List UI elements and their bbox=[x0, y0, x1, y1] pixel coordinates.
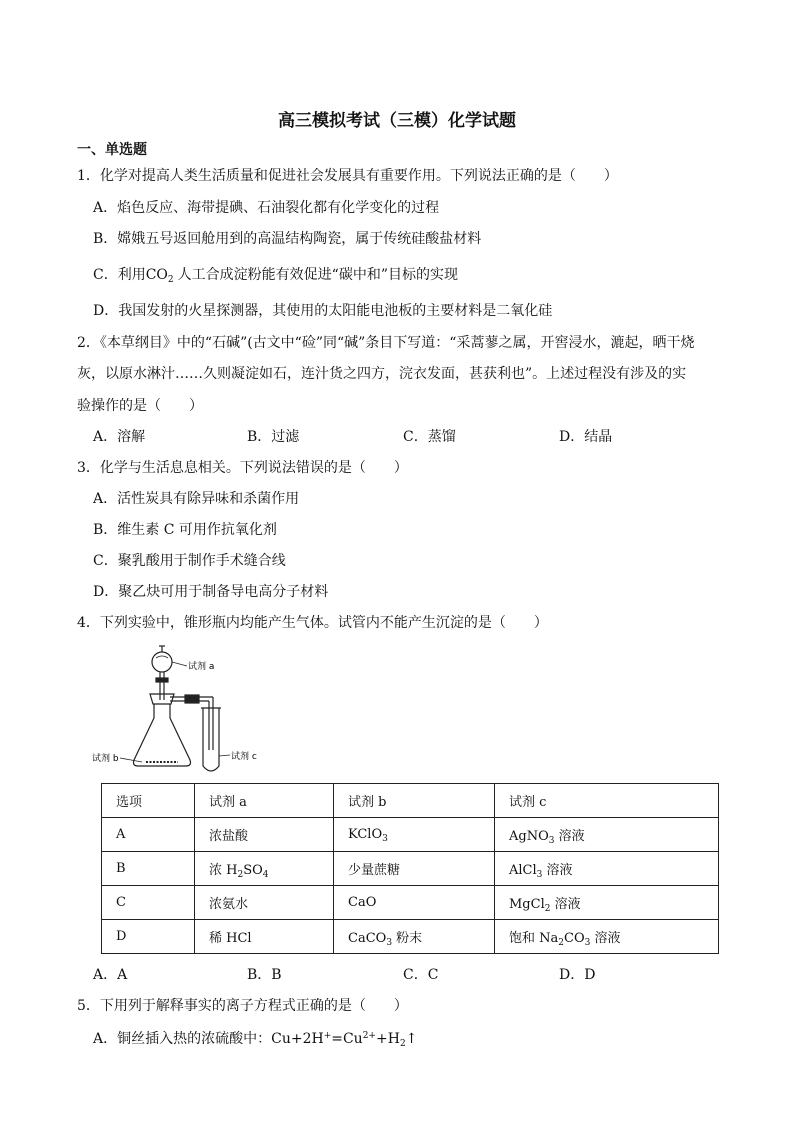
question-1-stem: 1．化学对提高人类生活质量和促进社会发展具有重要作用。下列说法正确的是（ ） bbox=[77, 168, 618, 184]
question-1-option-c[interactable] bbox=[93, 264, 458, 284]
option-c-text: 人工合成淀粉能有效促进“碳中和”目标的实现 bbox=[177, 267, 458, 283]
cell-reagent-a: 浓盐酸 bbox=[195, 818, 334, 852]
question-3-option-c[interactable]: C．聚乳酸用于制作手术缝合线 bbox=[93, 553, 286, 569]
cell-reagent-a: 稀 HCl bbox=[195, 920, 334, 954]
question-3-stem: 3．化学与生活息息相关。下列说法错误的是（ ） bbox=[77, 460, 408, 476]
question-2-option-d[interactable]: D．结晶 bbox=[559, 429, 613, 445]
question-2-line-2: 灰，以原水淋汁……久则凝淀如石，连汁货之四方，浣衣发面，甚获利也”。上述过程没有涉及的实 bbox=[77, 366, 687, 382]
cell-reagent-b: 少量蔗糖 bbox=[334, 852, 495, 886]
question-1-option-a[interactable]: A．焰色反应、海带提碘、石油裂化都有化学变化的过程 bbox=[93, 200, 440, 216]
header-option: 选项 bbox=[102, 784, 195, 818]
question-2-option-a[interactable]: A．溶解 bbox=[93, 429, 146, 445]
test-tube bbox=[203, 708, 219, 771]
question-4-option-d[interactable]: D．D bbox=[559, 967, 596, 983]
question-4-stem: 4．下列实验中，锥形瓶内均能产生气体。试管内不能产生沉淀的是（ ） bbox=[77, 615, 548, 631]
header-reagent-a: 试剂 a bbox=[195, 784, 334, 818]
cell-option: C bbox=[102, 886, 195, 920]
question-3-option-d[interactable]: D．聚乙炔可用于制备导电高分子材料 bbox=[93, 584, 329, 600]
question-4-option-b[interactable]: B．B bbox=[247, 967, 282, 983]
label-reagent-a: 试剂 a bbox=[188, 662, 215, 672]
table-row bbox=[102, 818, 719, 852]
table-row bbox=[102, 920, 719, 954]
question-4-option-a[interactable]: A．A bbox=[93, 967, 128, 983]
label-reagent-b: 试剂 b bbox=[92, 754, 119, 764]
cell-option: D bbox=[102, 920, 195, 954]
question-3-option-a[interactable]: A．活性炭具有除异味和杀菌作用 bbox=[93, 491, 300, 507]
cell-reagent-c: AgNO$_3$ 溶液 bbox=[495, 818, 719, 852]
header-reagent-b: 试剂 b bbox=[334, 784, 495, 818]
cell-reagent-c: 饱和 $Na_2CO_3$ 溶液 bbox=[495, 920, 719, 954]
question-2-line-3: 验操作的是（ ） bbox=[77, 398, 203, 414]
cell-reagent-c: AlCl$_3$ 溶液 bbox=[495, 852, 719, 886]
apparatus-figure bbox=[90, 642, 260, 777]
reagent-table bbox=[101, 783, 719, 954]
header-reagent-c: 试剂 c bbox=[495, 784, 719, 818]
table-row bbox=[102, 886, 719, 920]
question-5-option-a[interactable]: A．铜丝插入热的浓硫酸中：$Cu+2H^+=Cu^{2+}+H_2↑$ bbox=[93, 1031, 418, 1049]
table-header-row bbox=[102, 784, 719, 818]
cell-reagent-b: KClO$_3$ bbox=[334, 818, 495, 852]
conical-flask bbox=[134, 704, 191, 766]
cell-reagent-a: 浓 $H_2SO_4$ bbox=[195, 852, 334, 886]
co2-formula: $CO_2$ bbox=[145, 267, 174, 285]
question-3-option-b[interactable]: B．维生素 C 可用作抗氧化剂 bbox=[93, 522, 277, 538]
option-c-prefix: C．利用 bbox=[93, 267, 146, 283]
cell-reagent-b: CaCO$_3$ 粉末 bbox=[334, 920, 495, 954]
question-4-option-c[interactable]: C．C bbox=[403, 967, 439, 983]
question-2-option-b[interactable]: B．过滤 bbox=[247, 429, 300, 445]
question-5-stem: 5．下用列于解释事实的离子方程式正确的是（ ） bbox=[77, 998, 408, 1014]
question-2-option-c[interactable]: C．蒸馏 bbox=[403, 429, 456, 445]
label-reagent-c: 试剂 c bbox=[231, 752, 257, 762]
question-1-option-b[interactable]: B．嫦娥五号返回舱用到的高温结构陶瓷，属于传统硅酸盐材料 bbox=[93, 231, 482, 247]
funnel-bulb bbox=[152, 652, 172, 672]
cell-option: A bbox=[102, 818, 195, 852]
cell-reagent-b: CaO bbox=[334, 886, 495, 920]
question-2-line-1: 2．《本草纲目》中的“石碱”(古文中“硷”同“碱”条目下写道：“采蒿蓼之属，开窖浸水，漉起，晒干烧 bbox=[77, 335, 695, 351]
cell-reagent-a: 浓氨水 bbox=[195, 886, 334, 920]
cell-reagent-c: MgCl$_2$ 溶液 bbox=[495, 886, 719, 920]
cell-option: B bbox=[102, 852, 195, 886]
page-title: 高三模拟考试（三模）化学试题 bbox=[278, 111, 516, 131]
section-heading: 一、单选题 bbox=[77, 142, 147, 158]
table-row bbox=[102, 852, 719, 886]
question-1-option-d[interactable]: D．我国发射的火星探测器，其使用的太阳能电池板的主要材料是二氧化硅 bbox=[93, 303, 553, 319]
